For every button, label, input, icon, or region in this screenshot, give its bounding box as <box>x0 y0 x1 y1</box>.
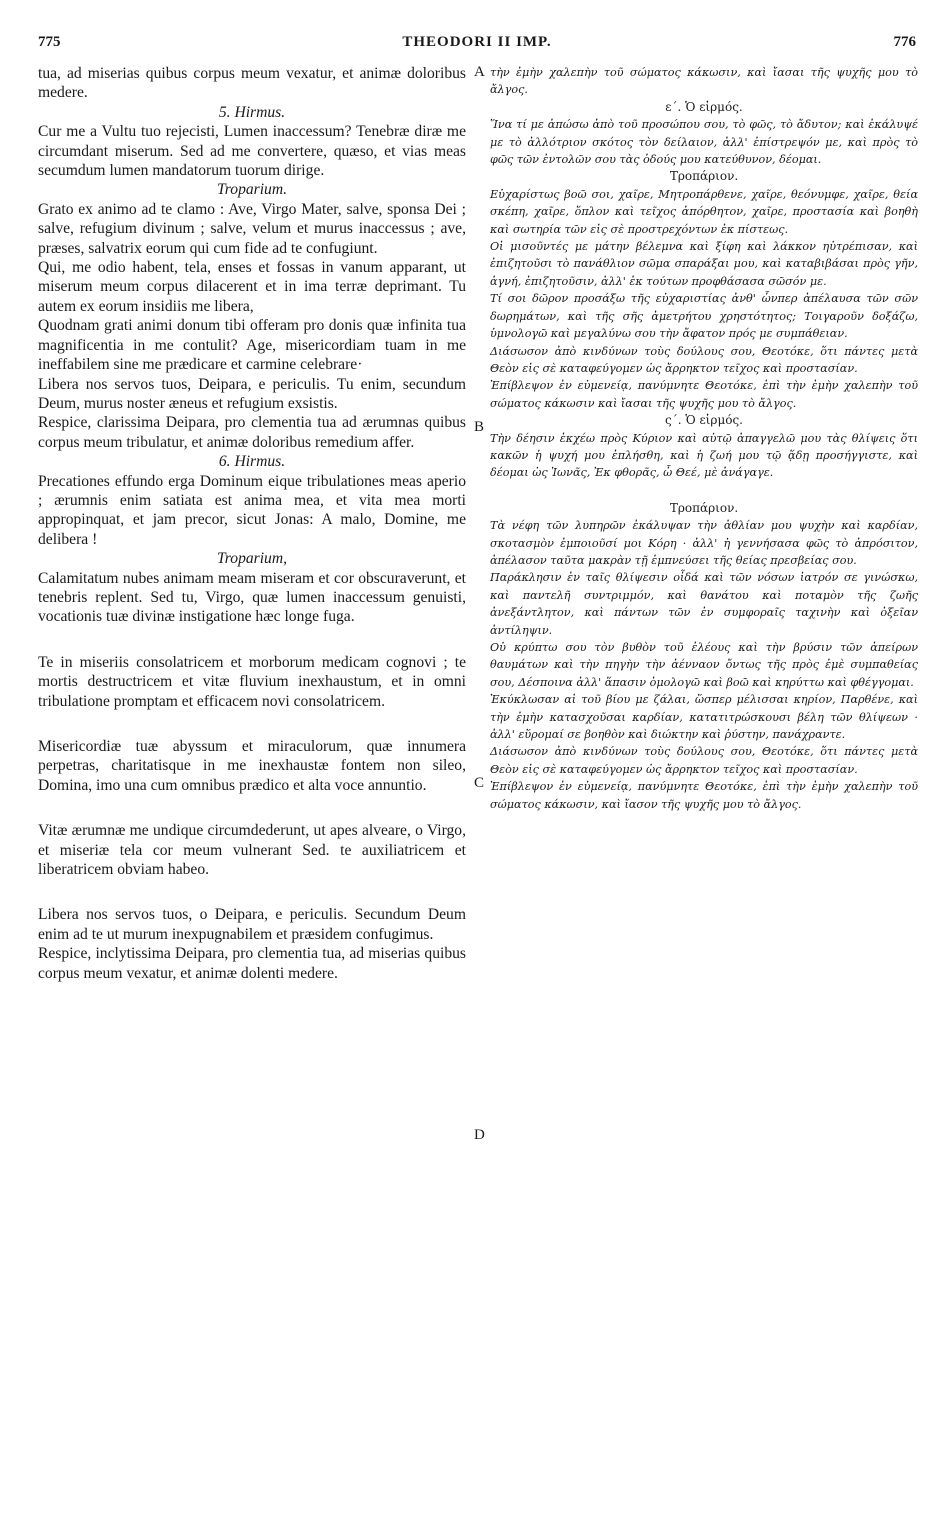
latin-column <box>38 64 466 983</box>
greek-heading: ς΄. Ὁ εἱρμός. <box>664 413 743 428</box>
margin-letter-d: D <box>474 1127 485 1143</box>
greek-heading: ε΄. Ὁ εἱρμός. <box>665 99 743 114</box>
page-title: THEODORI II IMP. <box>402 34 552 50</box>
page-number-left: 775 <box>38 34 61 50</box>
greek-paragraph: Ἐπίβλεψον ἐν εὐμενείᾳ, πανύμνητε Θεοτόκε, ἐπὶ τὴν ἐμὴν χαλεπὴν τοῦ σώματος κάκωσιν καὶ ἴασαι τῆς ψυχῆς μου τὸ ἄλγος. <box>490 379 918 410</box>
greek-heading: Τροπάριον. <box>669 500 739 515</box>
latin-paragraph: tua, ad miserias quibus corpus meum vexatur, et animæ doloribus medere. <box>38 65 466 102</box>
greek-column <box>490 64 918 813</box>
latin-paragraph: Libera nos servos tuos, Deipara, e periculis. Tu enim, secundum Deum, murus noster æneus et refugium exsistis. <box>38 375 466 412</box>
latin-heading: Troparium. <box>216 181 288 199</box>
latin-heading: 6. Hirmus. <box>218 453 286 471</box>
latin-heading: Troparium, <box>216 550 288 568</box>
latin-paragraph: Calamitatum nubes animam meam miseram et cor obscuraverunt, et tenebris replent. Sed tu, Virgo, quæ lumen inaccessum genuisti, vocationis tuæ divinæ instigatione hæc longe fuga. <box>38 569 466 626</box>
latin-paragraph: Respice, inclytissima Deipara, pro clementia tua, ad miserias quibus corpus meum vexatur, et animæ dolenti medere. <box>38 945 466 982</box>
page-header <box>38 34 916 58</box>
greek-heading: Τροπάριον. <box>669 169 739 184</box>
latin-paragraph: Libera nos servos tuos, o Deipara, e periculis. Secundum Deum enim ad te ut murum inexpugnabilem et præsidem confugimus. <box>38 906 466 943</box>
greek-paragraph: Ἐπίβλεψον ἐν εὐμενείᾳ, πανύμνητε Θεοτόκε, ἐπὶ τὴν ἐμὴν χαλεπὴν τοῦ σώματος κάκωσιν, καὶ ἴασον τῆς ψυχῆς μου τὸ ἄλγος. <box>490 780 918 811</box>
latin-paragraph: Respice, clarissima Deipara, pro clementia tua ad ærumnas quibus corpus meum tribulatur, et animæ doloribus remedium affer. <box>38 414 466 451</box>
latin-paragraph: Qui, me odio habent, tela, enses et fossas in vanum apparant, ut miserum meum corpus dilacerent et in ima terræ deprimant. Tu autem ex eorum insidiis me libera, <box>38 259 466 315</box>
page-number-right: 776 <box>893 34 916 50</box>
latin-paragraph: Cur me a Vultu tuo rejecisti, Lumen inaccessum? Tenebræ diræ me circumdant miserum. Sed ad me convertere, quæso, et vias meas secumdum lumen mandatorum tuorum dirige. <box>38 123 466 180</box>
greek-paragraph: Τὰ νέφη τῶν λυπηρῶν ἐκάλυψαν τὴν ἀθλίαν μου ψυχὴν καὶ καρδίαν, σκοτασμὸν ἐμποιοῦσί μοι Κόρη · ἀλλ' ἡ γεννήσασα φῶς τὸ ἀπρόσιτον, ἀπέλασον ταῦτα μακρὰν τῇ ἐμπνεύσει τῆς θείας πρεσβείας σου. <box>490 519 918 567</box>
greek-paragraph: τὴν ἐμὴν χαλεπὴν τοῦ σώματος κάκωσιν, καὶ ἴασαι τῆς ψυχῆς μου τὸ ἄλγος. <box>490 66 918 97</box>
margin-letter-c: C <box>474 775 485 791</box>
latin-paragraph: Te in miseriis consolatricem et morborum medicam cognovi ; te mortis destructricem et vitæ fluvium inexhaustum, et in omni tribulatione promptam et efficacem novi consolatricem. <box>38 653 466 710</box>
greek-paragraph: Ἐκύκλωσαν αἱ τοῦ βίου με ζάλαι, ὥσπερ μέλισσαι κηρίον, Παρθένε, καὶ τὴν ἐμὴν κατασχοῦσαι καρδίαν, κατατιτρώσκουσι βέλη τῶν θλίψεων · ἀλλ' εὕρομαί σε βοηθὸν καὶ διώκτην καὶ ῥύστην, πανάχραντε. <box>490 693 918 742</box>
margin-letter-a: A <box>474 64 485 80</box>
latin-paragraph: Precationes effundo erga Dominum eique tribulationes meas aperio ; ærumnis enim satiata est anima mea, et vita mea morti appropinquat, et jam precor, sicut Jonas: A malo, Domine, me delibera ! <box>38 472 466 548</box>
greek-paragraph: Τὴν δέησιν ἐκχέω πρὸς Κύριον καὶ αὐτῷ ἀπαγγελῶ μου τὰς θλίψεις ὅτι κακῶν ἡ ψυχή μου ἐπλήσθη, καὶ ἡ ζωή μου τῷ ᾅδῃ προσήγγιστε, καὶ δέομαι ὡς Ἰωνᾶς, Ἐκ φθορᾶς, ὦ Θεέ, μὲ ἀνάγαγε. <box>490 431 918 480</box>
margin-letter-b: B <box>474 419 485 435</box>
greek-paragraph: Οὐ κρύπτω σου τὸν βυθὸν τοῦ ἐλέους καὶ τὴν βρύσιν τῶν ἀπείρων θαυμάτων καὶ τὴν πηγὴν τὴν ἀένναον ὄντως τῆς πρὸς ἐμὲ συμπαθείας σου, Δέσποινα ἀλλ' ἅπασιν ὁμολογῶ καὶ βοῶ καὶ κηρύττω καὶ φθέγγομαι. <box>490 641 918 689</box>
latin-paragraph: Vitæ ærumnæ me undique circumdederunt, ut apes alveare, o Virgo, et miseriæ tela cor meum vulnerant Sed. te auxiliatricem et liberatricem obviam habeo. <box>38 822 466 879</box>
latin-paragraph: Grato ex animo ad te clamo : Ave, Virgo Mater, salve, sponsa Dei ; salve, refugium divinum ; salve, velum et murus inaccessus ; ave, præses, salvatrix eorum qui cum fide ad te confugiunt. <box>38 200 466 257</box>
latin-paragraph: Quodnam grati animi donum tibi offeram pro donis quæ infinita tua magnificentia in me contulit? Age, misericordiam tuam in me ineffabilem sine me prædicare et carmine celebrare· <box>38 317 466 374</box>
greek-paragraph: Ἵνα τί με ἀπώσω ἀπὸ τοῦ προσώπου σου, τὸ φῶς, τὸ ἄδυτον; καὶ ἐκάλυψέ με τὸ ἀλλότριον σκότος τὸν δείλαιον, ἀλλ' ἐπίστρεψόν με, καὶ πρὸς τὸ φῶς τῶν ἐντολῶν σου τὰς ὁδούς μου κατεύθυνον, δέομαι. <box>490 118 918 167</box>
greek-paragraph: Διάσωσον ἀπὸ κινδύνων τοὺς δούλους σου, Θεοτόκε, ὅτι πάντες μετὰ Θεὸν εἰς σὲ καταφεύγομεν ὡς ἄρρηκτον τεῖχος καὶ προστασίαν. <box>490 344 918 375</box>
greek-paragraph: Διάσωσον ἀπὸ κινδύνων τοὺς δούλους σου, Θεοτόκε, ὅτι πάντες μετὰ Θεὸν εἰς σὲ καταφεύγομεν ὡς ἄρρηκτον τεῖχος καὶ προστασίαν. <box>490 745 918 776</box>
latin-paragraph: Misericordiæ tuæ abyssum et miraculorum, quæ innumera perpetras, charitatisque in me inexhaustæ fontem non sileo, Domina, imo una cum omnibus prædico et alta voce annuntio. <box>38 738 466 794</box>
greek-paragraph: Οἱ μισοῦντές με μάτην βέλεμνα καὶ ξίφη καὶ λάκκον ηὐτρέπισαν, καὶ ἐπιζητοῦσι τὸ πανάθλιον σῶμα σπαράξαι μου, καὶ καταβιβάσαι πρὸς γῆν, ἁγνή, ἐπιζητοῦσιν, ἀλλ' ἐκ τούτων προφθάσασα σῶσόν με. <box>490 240 918 288</box>
greek-paragraph: Εὐχαρίστως βοῶ σοι, χαῖρε, Μητροπάρθενε, χαῖρε, θεόνυμφε, χαῖρε, θεία σκέπη, χαῖρε, ὅπλον καὶ τεῖχος ἀπόρθητον, χαῖρε, προστασία καὶ βοηθὴ καὶ σωτηρία τῶν εἰς σὲ προστρεχόντων ἐκ πίστεως. <box>490 187 918 236</box>
greek-paragraph: Τί σοι δῶρον προσάξω τῆς εὐχαριστίας ἀνθ' ὧνπερ ἀπέλαυσα τῶν σῶν δωρημάτων, καὶ τῆς σῆς ἀμετρήτου χρηστότητος; Τοιγαροῦν δοξάζω, ὑμνολογῶ καὶ μεγαλύνω σου τὴν ἄφατον πρός με συμπάθειαν. <box>490 292 918 341</box>
greek-paragraph: Παράκλησιν ἐν ταῖς θλίψεσιν οἶδά καὶ τῶν νόσων ἰατρόν σε γινώσκω, καὶ παντελῆ συντριμμόν, καὶ θανάτου καὶ ποταμὸν τῆς ζωῆς ἀνεξάντλητον, καὶ πάντων τῶν ἐν συμφοραῖς ταχινὴν καὶ ὀξεῖαν ἀντίληψιν. <box>490 571 918 637</box>
latin-heading: 5. Hirmus. <box>218 103 286 121</box>
